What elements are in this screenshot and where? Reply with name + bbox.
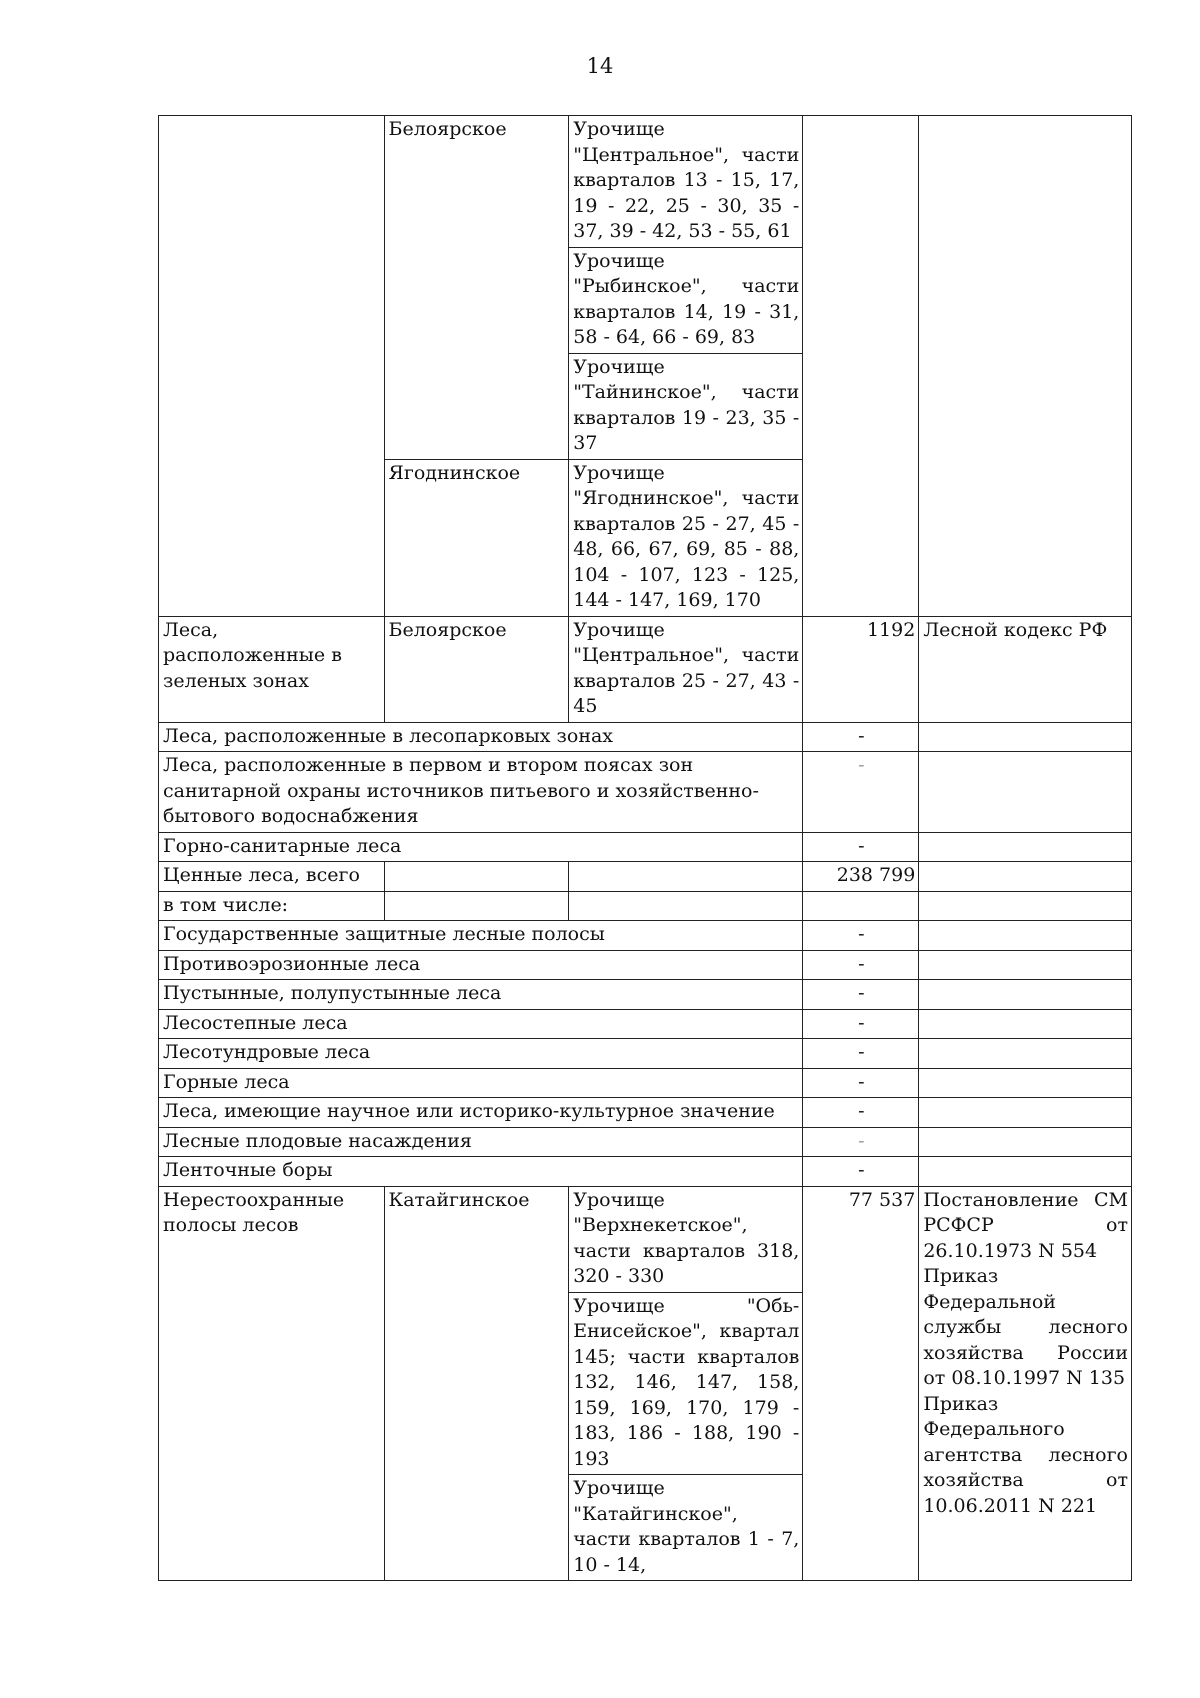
category-cell: Леса, имеющие научное или историко-культурное значение — [159, 1098, 803, 1128]
forest-category-table — [158, 115, 1132, 1581]
area-cell: - — [803, 950, 919, 980]
tract-cell: Урочище "Центральное", части кварталов 25 - 27, 43 - 45 — [569, 616, 803, 722]
category-cell: Лесные плодовые насаждения — [159, 1127, 803, 1157]
category-cell: Пустынные, полупустынные леса — [159, 980, 803, 1010]
legal-basis-cell — [919, 862, 1132, 892]
legal-basis-cell — [919, 832, 1132, 862]
category-cell: Леса, расположенные в первом и втором поясах зон санитарной охраны источников питьевого и хозяйственно-бытового водоснабжения — [159, 752, 803, 833]
area-cell: - — [803, 832, 919, 862]
legal-basis-cell — [919, 722, 1132, 752]
legal-document: Приказ Федерального агентства лесного хозяйства от 10.06.2011 N 221 — [923, 1392, 1128, 1517]
area-cell: - — [803, 1009, 919, 1039]
table-row — [159, 1186, 1132, 1292]
table-row — [159, 1127, 1132, 1157]
tract-cell: Урочище "Рыбинское", части кварталов 14, 19 - 31, 58 - 64, 66 - 69, 83 — [569, 247, 803, 353]
table-row — [159, 752, 1132, 833]
district-cell — [384, 862, 569, 892]
table-row — [159, 980, 1132, 1010]
area-cell: 77 537 — [803, 1186, 919, 1581]
legal-basis-cell — [919, 1157, 1132, 1187]
legal-basis-cell: Лесной кодекс РФ — [919, 616, 1132, 722]
area-cell: - — [803, 1098, 919, 1128]
tract-cell: Урочище "Верхнекетское", части кварталов 318, 320 - 330 — [569, 1186, 803, 1292]
category-cell: Горно-санитарные леса — [159, 832, 803, 862]
category-cell: Государственные защитные лесные полосы — [159, 921, 803, 951]
table-row — [159, 116, 1132, 248]
legal-basis-cell — [919, 950, 1132, 980]
legal-basis-cell — [919, 752, 1132, 833]
table-row — [159, 891, 1132, 921]
table-row — [159, 1157, 1132, 1187]
table-row — [159, 832, 1132, 862]
category-cell: Леса, расположенные в лесопарковых зонах — [159, 722, 803, 752]
legal-basis-cell — [919, 1127, 1132, 1157]
area-cell: - — [803, 1068, 919, 1098]
table-row — [159, 1068, 1132, 1098]
tract-cell: Урочище "Ягоднинское", части кварталов 25 - 27, 45 - 48, 66, 67, 69, 85 - 88, 104 - 107, 123 - 125, 144 - 147, 169, 170 — [569, 459, 803, 616]
category-cell: Противоэрозионные леса — [159, 950, 803, 980]
district-cell: Белоярское — [384, 616, 569, 722]
category-cell: Нерестоохранные полосы лесов — [159, 1186, 385, 1581]
tract-cell — [569, 862, 803, 892]
area-cell: 238 799 — [803, 862, 919, 892]
district-cell — [384, 891, 569, 921]
page-number: 14 — [586, 54, 614, 78]
legal-basis-cell — [919, 1098, 1132, 1128]
table-row — [159, 1009, 1132, 1039]
area-cell — [803, 116, 919, 617]
area-cell: - — [803, 752, 919, 833]
area-cell — [803, 891, 919, 921]
area-cell: 1192 — [803, 616, 919, 722]
legal-basis-cell — [919, 921, 1132, 951]
area-cell: - — [803, 980, 919, 1010]
legal-document: Постановление СМ РСФСР от 26.10.1973 N 554 — [923, 1188, 1128, 1262]
tract-cell: Урочище "Катайгинское", части кварталов 1 - 7, 10 - 14, — [569, 1475, 803, 1581]
district-cell: Катайгинское — [384, 1186, 569, 1581]
category-cell: Горные леса — [159, 1068, 803, 1098]
legal-basis-cell — [919, 980, 1132, 1010]
table-row — [159, 1039, 1132, 1069]
area-cell: - — [803, 1039, 919, 1069]
legal-basis-cell — [919, 1039, 1132, 1069]
tract-cell: Урочище "Тайнинское", части кварталов 19 - 23, 35 - 37 — [569, 353, 803, 459]
table-row — [159, 722, 1132, 752]
table-row — [159, 950, 1132, 980]
category-cell: Леса, расположенные в зеленых зонах — [159, 616, 385, 722]
legal-document: Приказ Федеральной службы лесного хозяйства России от 08.10.1997 N 135 — [923, 1265, 1128, 1389]
district-cell: Белоярское — [384, 116, 569, 460]
category-cell: Ценные леса, всего — [159, 862, 385, 892]
category-cell: в том числе: — [159, 891, 385, 921]
tract-cell: Урочище "Центральное", части кварталов 13 - 15, 17, 19 - 22, 25 - 30, 35 - 37, 39 - 42, 53 - 55, 61 — [569, 116, 803, 248]
legal-basis-cell — [919, 1186, 1132, 1581]
category-cell: Ленточные боры — [159, 1157, 803, 1187]
category-cell — [159, 116, 385, 617]
legal-basis-cell — [919, 1068, 1132, 1098]
tract-cell: Урочище "Обь-Енисейское", квартал 145; части кварталов 132, 146, 147, 158, 159, 169, 170, 179 - 183, 186 - 188, 190 - 193 — [569, 1292, 803, 1475]
category-cell: Лесотундровые леса — [159, 1039, 803, 1069]
area-cell: - — [803, 921, 919, 951]
area-cell: - — [803, 1127, 919, 1157]
category-cell: Лесостепные леса — [159, 1009, 803, 1039]
legal-basis-cell — [919, 116, 1132, 617]
area-cell: - — [803, 722, 919, 752]
district-cell: Ягоднинское — [384, 459, 569, 616]
table-row — [159, 616, 1132, 722]
area-cell: - — [803, 1157, 919, 1187]
legal-basis-cell — [919, 891, 1132, 921]
table-row — [159, 1098, 1132, 1128]
table-row — [159, 862, 1132, 892]
tract-cell — [569, 891, 803, 921]
table-row — [159, 921, 1132, 951]
legal-basis-cell — [919, 1009, 1132, 1039]
